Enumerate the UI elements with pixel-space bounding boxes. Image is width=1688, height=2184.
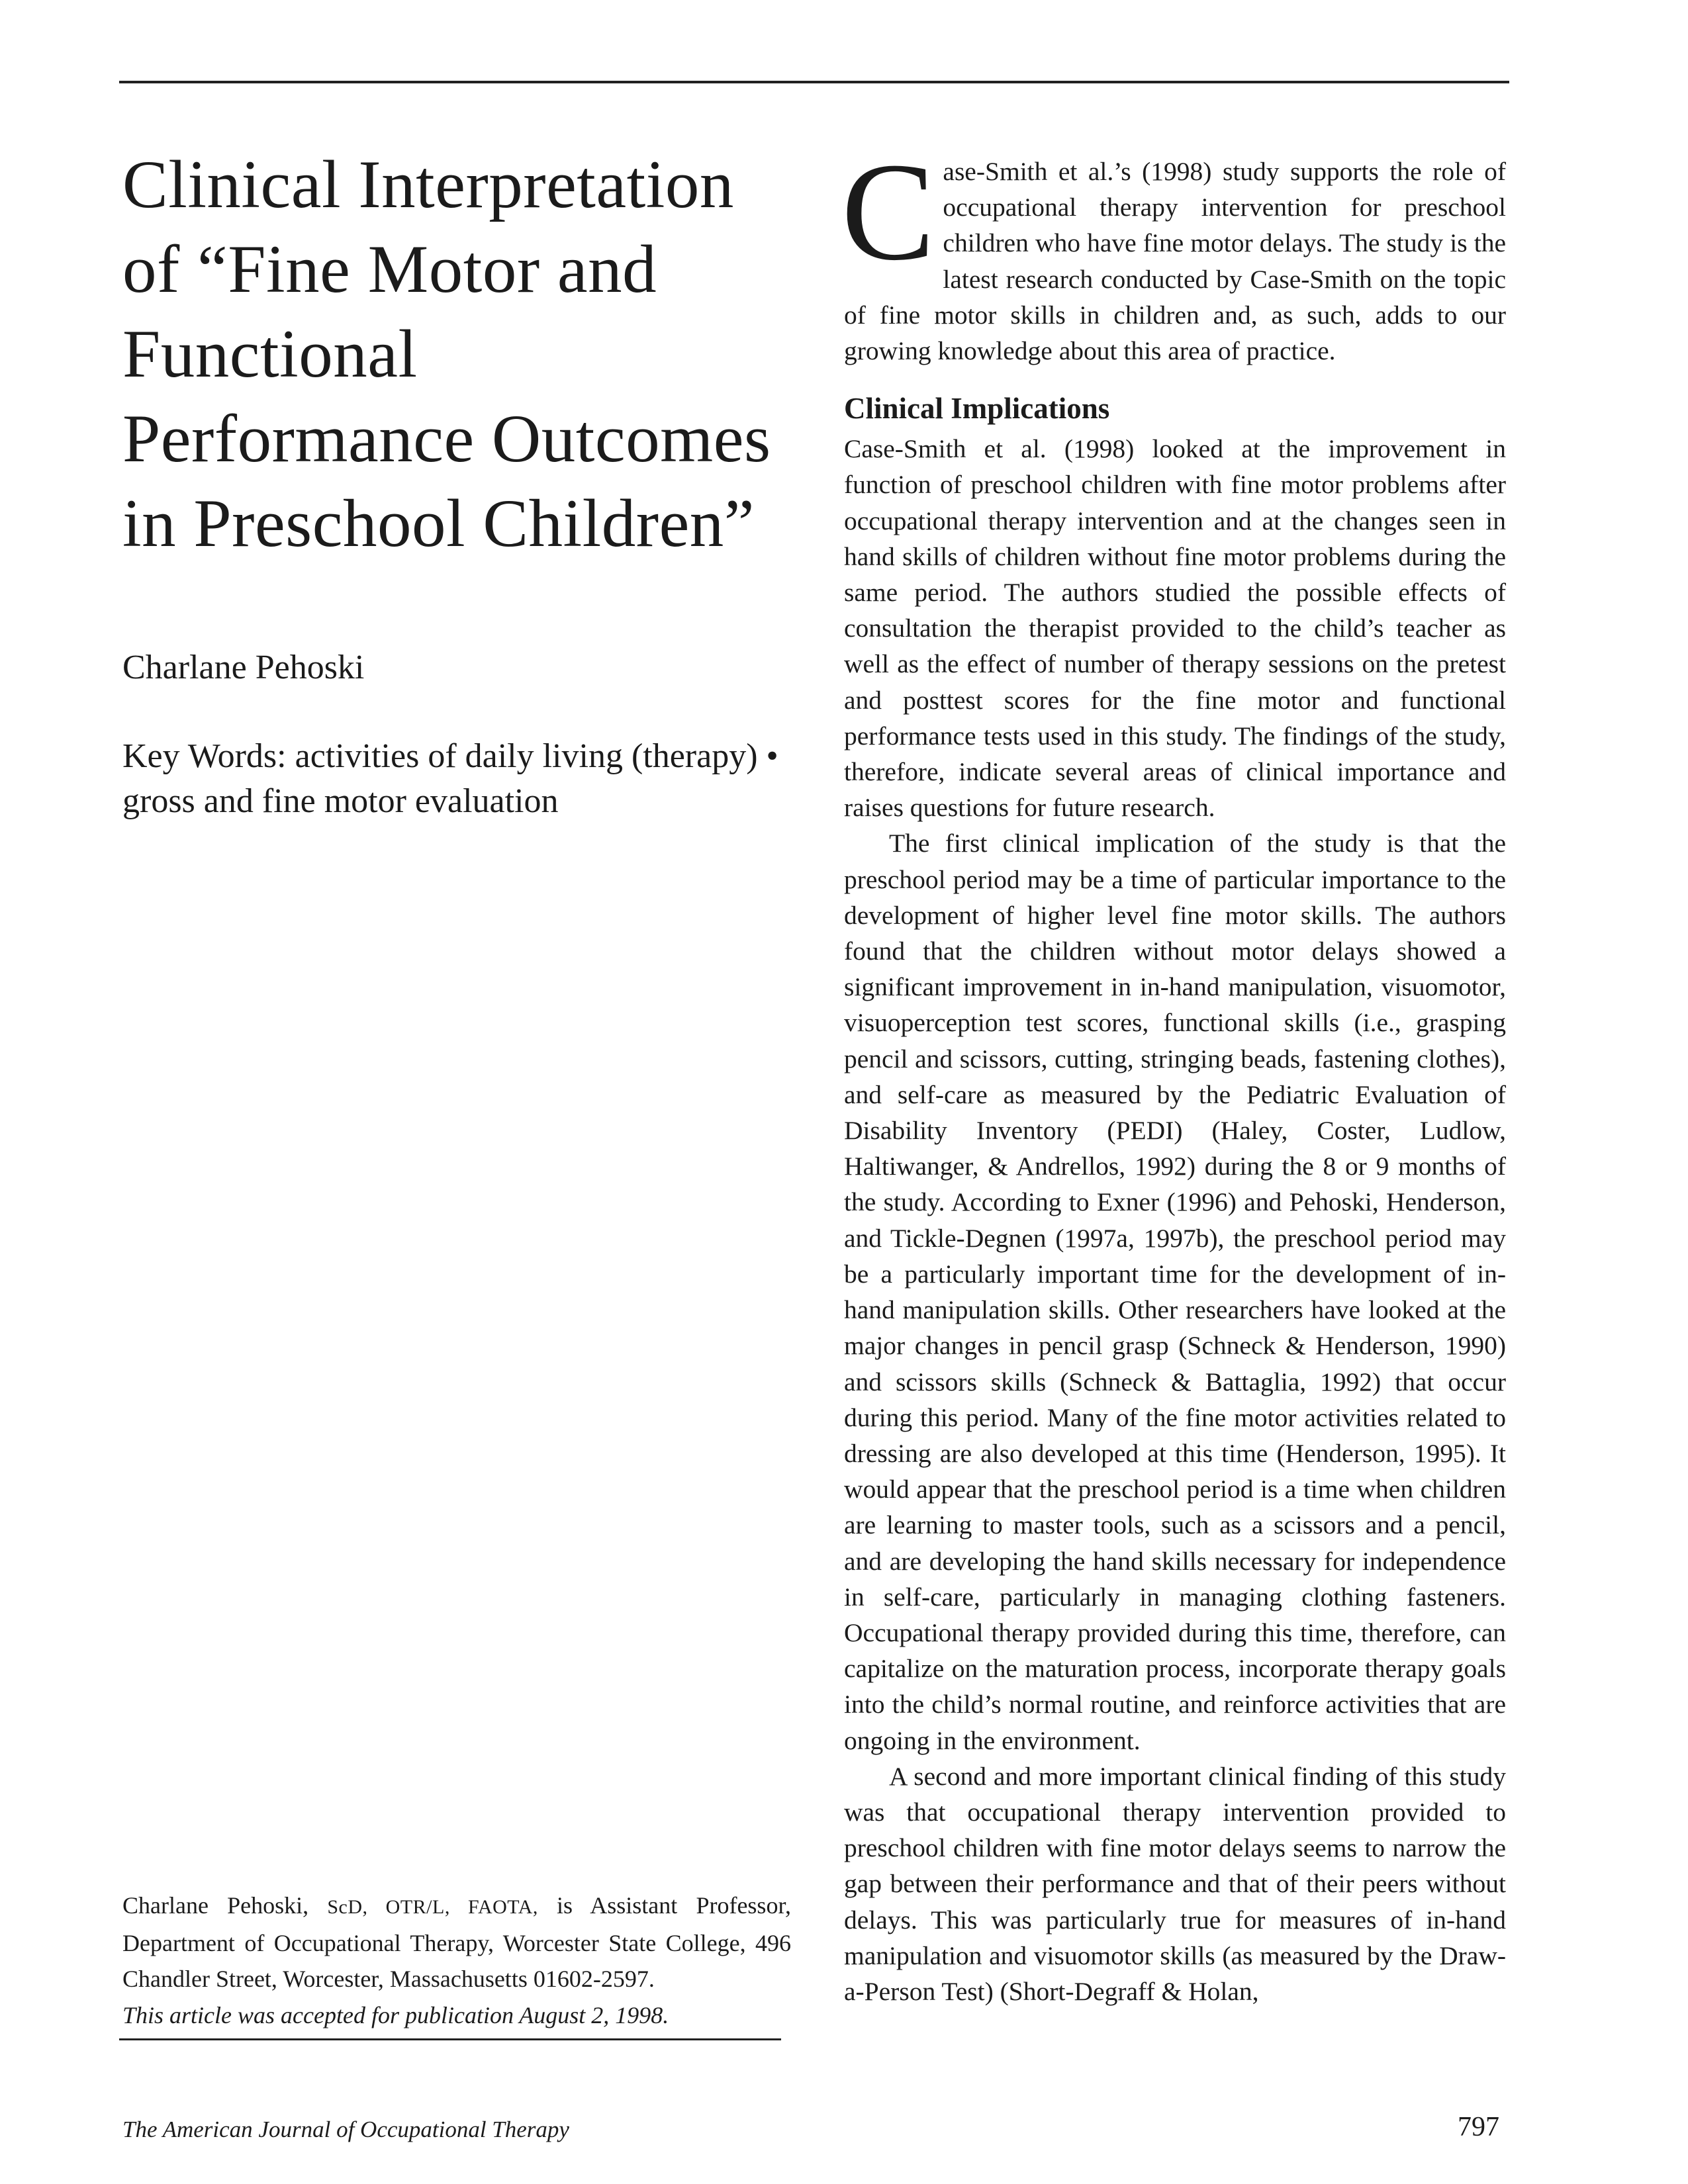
bio-degrees: ScD, OTR/L, FAOTA, (327, 1896, 538, 1918)
key-words: Key Words: activities of daily living (therapy) • gross and fine motor evaluation (122, 737, 778, 820)
author-bio (122, 1888, 791, 1997)
article-title: Clinical Interpretation of “Fine Motor and Functional Performance Outcomes in Preschool Children” (122, 147, 771, 561)
drop-cap: C (841, 134, 935, 289)
title-block (122, 142, 784, 824)
page-number: 797 (1458, 2112, 1499, 2142)
acceptance-note: This article was accepted for publication August 2, 1998. (122, 2002, 669, 2028)
article-body (841, 134, 1506, 2009)
journal-name: The American Journal of Occupational Therapy (122, 2116, 569, 2142)
paragraph-3: A second and more important clinical finding of this study was that occupational therapy intervention provided to preschool children with fine motor delays seems to narrow the gap between their performance and that of their peers without delays. This was particularly true for measures of in-hand manipulation and visuomotor skills (as measured by the Draw-a-Person Test) (Short-Degraff & Holan, (844, 1761, 1506, 2006)
acceptance-rule (119, 2038, 781, 2040)
paragraph-2: The first clinical implication of the study is that the preschool period may be a time of particular importance to the development of higher level fine motor skills. The authors found that the children without motor delays showed a significant improvement in in-hand manipulation, visuomotor, visuoperception test scores, functional skills (i.e., grasping pencil and scissors, cutting, stringing beads, fastening clothes), and self-care as measured by the Pediatric Evaluation of Disability Inventory (PEDI) (Haley, Coster, Ludlow, Haltiwanger, & Andrellos, 1992) during the 8 or 9 months of the study. According to Exner (1996) and Pehoski, Henderson, and Tickle-Degnen (1997a, 1997b), the preschool period may be a particularly important time for the development of in-hand manipulation skills. Other researchers have looked at the major changes in pencil grasp (Schneck & Henderson, 1990) and scissors skills (Schneck & Battaglia, 1992) that occur during this period. Many of the fine motor activities related to dressing are also developed at this time (Henderson, 1995). It would appear that the preschool period is a time when children are learning to master tools, such as a scissors and a pencil, and are developing the hand skills necessary for independence in self-care, particularly in managing clothing fasteners. Occupational therapy provided during this time, therefore, can capitalize on the maturation process, incorporate therapy goals into the child’s normal routine, and reinforce activities that are ongoing in the environment. (844, 829, 1506, 1755)
top-rule (119, 81, 1509, 83)
bio-text: is Assistant Professor, Department of Occupational Therapy, Worcester State College, 496 Chandler Street, Worcester, Massachusetts 01602-2597. (122, 1892, 791, 1992)
intro-text: ase-Smith et al.’s (1998) study supports the role of occupational therapy intervention for preschool children who have fine motor delays. The study is the latest research conducted by Case-Smith on the topic of fine motor skills in children and, as such, adds to our growing knowledge about this area of practice. (844, 157, 1506, 366)
intro-paragraph (841, 134, 1506, 369)
paragraph-1: Case-Smith et al. (1998) looked at the improvement in function of preschool children with fine motor problems after occupational therapy intervention and at the changes seen in hand skills of children without fine motor problems during the same period. The authors studied the possible effects of consultation the therapist provided to the child’s teacher as well as the effect of number of therapy sessions on the pretest and posttest scores for the fine motor and functional performance tests used in this study. The findings of the study, therefore, indicate several areas of clinical importance and raises questions for future research. (844, 434, 1506, 823)
bio-name: Charlane Pehoski, (122, 1892, 328, 1919)
section-heading: Clinical Implications (844, 392, 1110, 426)
author-name: Charlane Pehoski (122, 649, 365, 686)
